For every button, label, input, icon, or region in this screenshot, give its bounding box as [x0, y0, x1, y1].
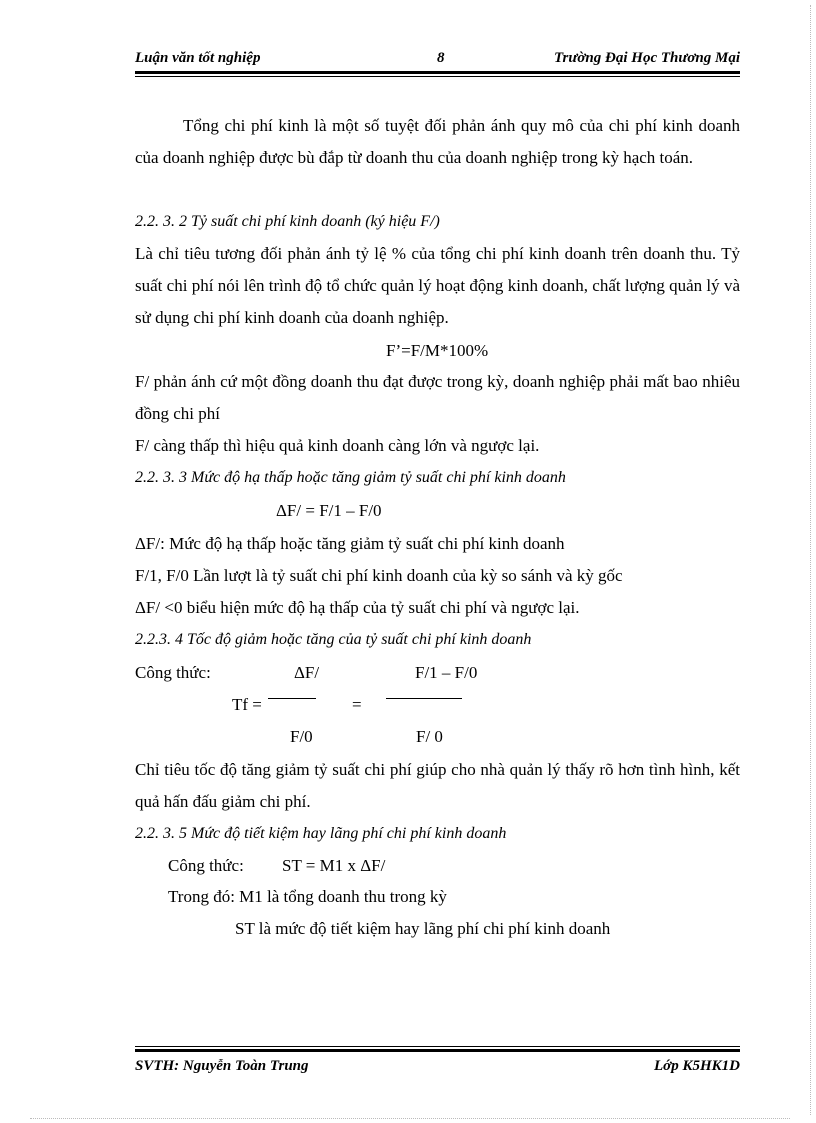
fraction1-numerator: ΔF/	[294, 663, 320, 682]
paragraph-st-def: ST là mức độ tiết kiệm hay lãng phí chi phí kinh doanh	[235, 919, 611, 938]
fraction1-denominator: F/0	[290, 727, 313, 746]
heading-2-2-3-3: 2.2. 3. 3 Mức độ hạ thấp hoặc tăng giảm tỷ suất chi phí kinh doanh	[135, 469, 566, 486]
header-rule-thin	[135, 76, 740, 77]
header-thesis-label: Luận văn tốt nghiệp	[135, 50, 261, 66]
symbol-f: F/	[135, 372, 150, 391]
footer-student: SVTH: Nguyễn Toàn Trung	[135, 1058, 309, 1074]
heading-2-2-3-5: 2.2. 3. 5 Mức độ tiết kiệm hay lãng phí chi phí kinh doanh	[135, 825, 507, 842]
footer-rule-thick	[135, 1049, 740, 1052]
formula-cost-ratio: F’=F/M*100%	[386, 341, 489, 360]
label-cong-thuc-2: Công thức:	[168, 856, 244, 875]
paragraph-m1-def: Trong đó: M1 là tổng doanh thu trong kỳ	[168, 887, 447, 906]
equals-sign: =	[352, 695, 362, 714]
page-footer	[135, 1056, 740, 1078]
paragraph-delta-negative: ΔF/ <0 biểu hiện mức độ hạ thấp của tỷ suất chi phí và ngược lại.	[135, 598, 580, 617]
paragraph-f1-f0: F/1, F/0 Lần lượt là tỷ suất chi phí kinh doanh của kỳ so sánh và kỳ gốc	[135, 566, 623, 585]
paragraph-delta-def: ΔF/: Mức độ hạ thấp hoặc tăng giảm tỷ suất chi phí kinh doanh	[135, 534, 565, 553]
fraction1-bar	[268, 698, 316, 699]
paragraph-speed-meaning: Chỉ tiêu tốc độ tăng giảm tỷ suất chi phí giúp cho nhà quản lý thấy rõ hơn tình hình, kết quả hấn đấu giảm chi phí.	[135, 760, 740, 811]
footer-rule-thin	[135, 1046, 740, 1047]
fraction2-numerator: F/1 – F/0	[415, 663, 478, 682]
paragraph-ratio-meaning: F/ phản ánh cứ một đồng doanh thu đạt được trong kỳ, doanh nghiệp phải mất bao nhiêu đồng chi phí	[135, 372, 740, 423]
formula-saving: ST = M1 x ΔF/	[282, 856, 386, 875]
paragraph-total-cost: Tổng chi phí kinh là một số tuyệt đối phản ánh quy mô của chi phí kinh doanh của doanh nghiệp được bù đắp từ doanh thu của doanh nghiệp trong kỳ hạch toán.	[135, 116, 740, 167]
heading-2-2-3-2: 2.2. 3. 2 Tỷ suất chi phí kinh doanh (ký hiệu F/)	[135, 213, 440, 230]
page-border-right	[810, 5, 811, 1115]
label-cong-thuc: Công thức:	[135, 663, 211, 682]
page-header	[135, 48, 740, 70]
heading-2-2-3-4: 2.2.3. 4 Tốc độ giảm hoặc tăng của tỷ suất chi phí kinh doanh	[135, 631, 532, 648]
page-border-bottom	[30, 1118, 790, 1119]
header-university: Trường Đại Học Thương Mại	[553, 50, 740, 66]
footer-class: Lớp K5HK1D	[654, 1058, 740, 1074]
page-number: 8	[437, 50, 445, 66]
fraction2-bar	[386, 698, 462, 699]
formula-delta-f: ΔF/ = F/1 – F/0	[276, 501, 382, 520]
paragraph-lower-better: F/ càng thấp thì hiệu quả kinh doanh càng lớn và ngược lại.	[135, 436, 540, 455]
header-rule-thick	[135, 71, 740, 74]
paragraph-cost-ratio: Là chỉ tiêu tương đối phản ánh tỷ lệ % của tổng chi phí kinh doanh trên doanh thu. Tỷ suất chi phí nói lên trình độ tổ chức quản lý hoạt động kinh doanh, chất lượng quản lý và sử dụng chi phí kinh doanh của doanh nghiệp.	[135, 244, 740, 327]
label-tf: Tf =	[232, 695, 262, 714]
fraction2-denominator: F/ 0	[416, 727, 443, 746]
symbol-f: F/	[135, 436, 150, 455]
